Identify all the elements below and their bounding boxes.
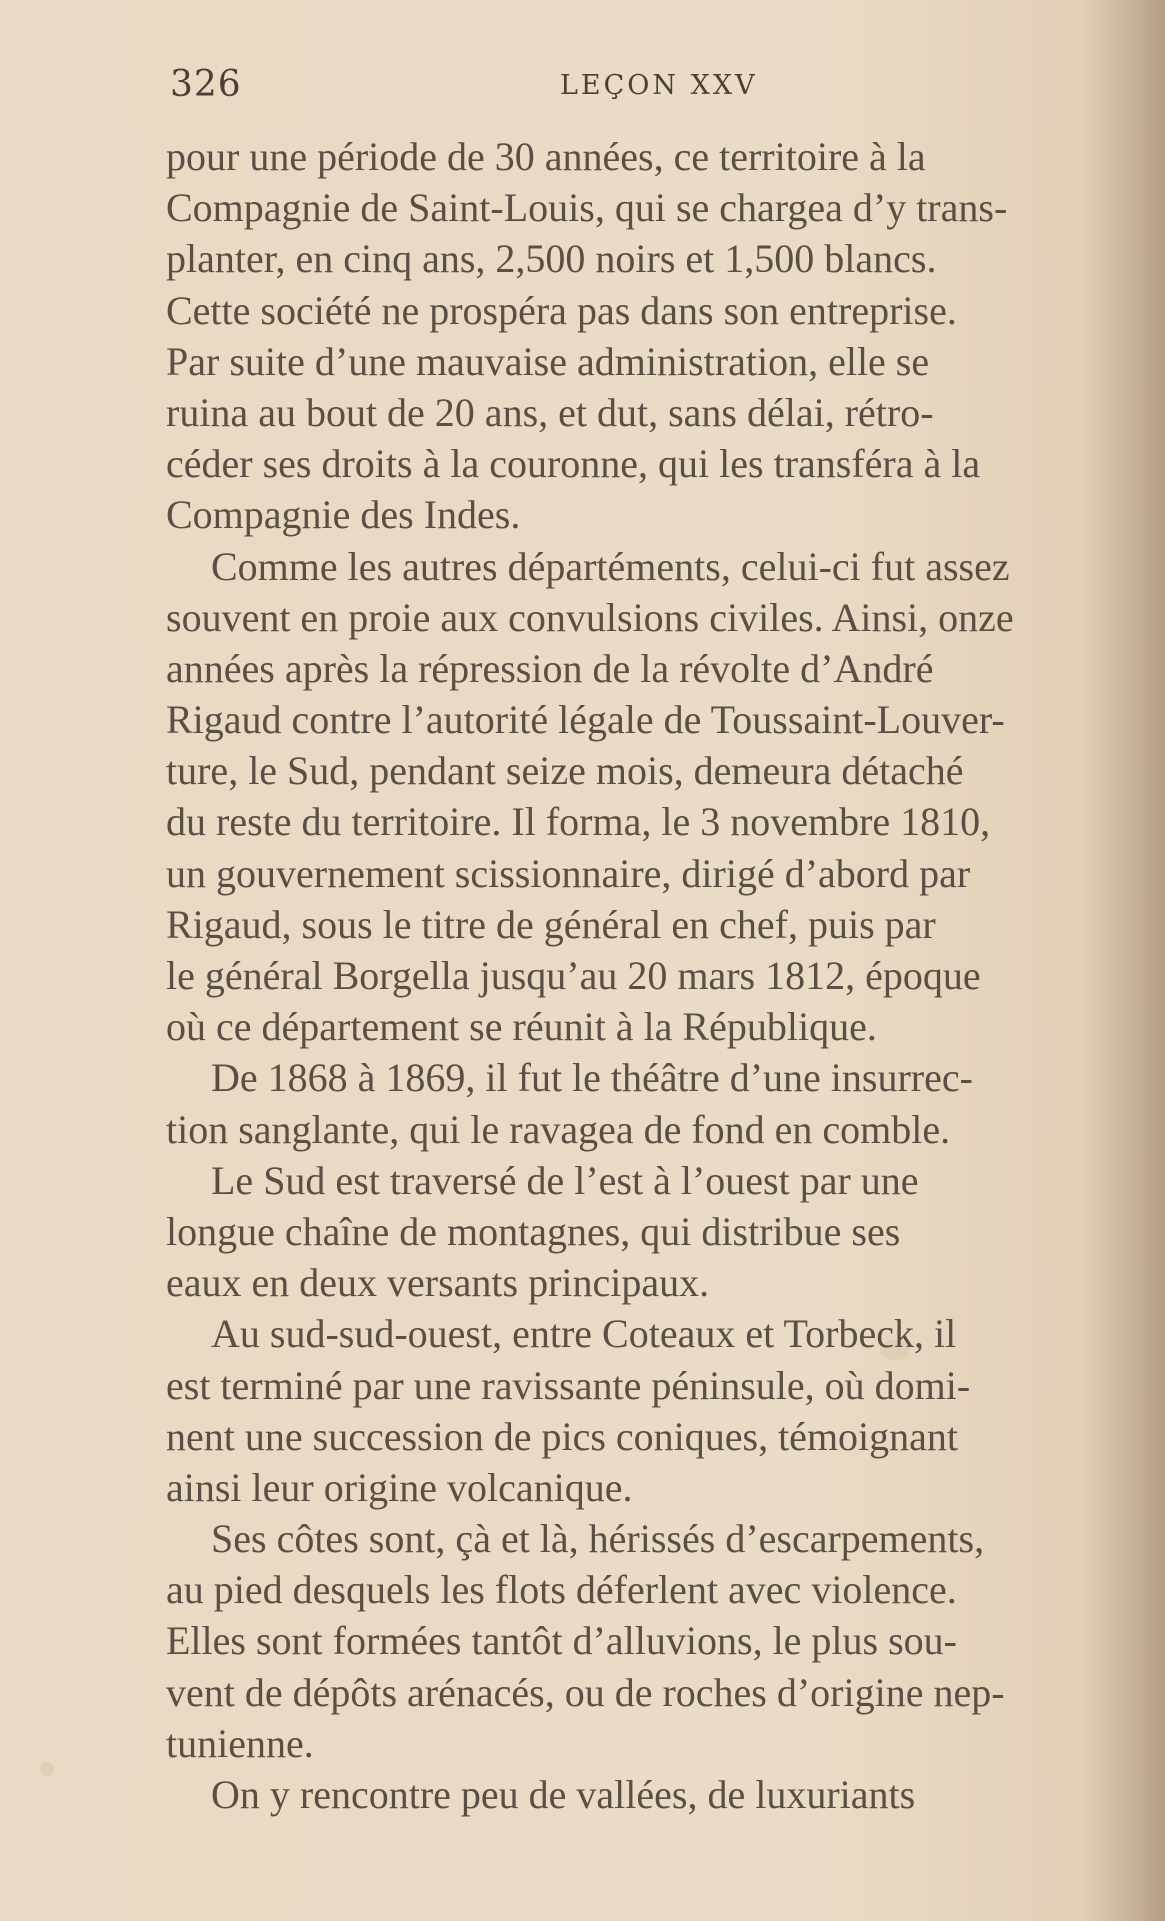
text-line: le général Borgella jusqu’au 20 mars 1812, époque (166, 953, 981, 998)
text-line: du reste du territoire. Il forma, le 3 novembre 1810, (166, 799, 991, 845)
text-line: Ses côtes sont, çà et là, hérissés d’escarpements, (211, 1516, 985, 1562)
text-line: tion sanglante, qui le ravagea de fond en comble. (166, 1106, 951, 1152)
text-line: eaux en deux versants principaux. (166, 1260, 710, 1306)
text-line: nent une succession de pics coniques, témoignant (166, 1413, 959, 1459)
text-line: longue chaîne de montagnes, qui distribue ses (166, 1208, 901, 1254)
text-line: Comme les autres départéments, celui-ci fut assez (211, 543, 1010, 589)
text-line: On y rencontre peu de vallées, de luxuriants (211, 1772, 916, 1817)
text-line: pour une période de 30 années, ce territoire à la (166, 134, 926, 179)
text-line: souvent en proie aux convulsions civiles. Ainsi, onze (166, 594, 1014, 640)
text-line: au pied desquels les flots déferlent avec violence. (166, 1567, 957, 1613)
text-line: un gouvernement scissionnaire, dirigé d’abord par (166, 850, 971, 896)
page-number: 326 (170, 64, 242, 105)
text-line: Le Sud est traversé de l’est à l’ouest par une (211, 1157, 919, 1203)
text-line: De 1868 à 1869, il fut le théâtre d’une insurrec- (211, 1055, 973, 1101)
ink-spot (40, 1762, 54, 1776)
text-line: Rigaud, sous le titre de général en chef, puis par (166, 901, 936, 947)
text-line: Rigaud contre l’autorité légale de Toussaint-Louver- (166, 697, 1005, 743)
text-line: planter, en cinq ans, 2,500 noirs et 1,500 blancs. (166, 236, 937, 282)
text-line: Par suite d’une mauvaise administration, elle se (166, 338, 930, 384)
text-line: Au sud-sud-ouest, entre Coteaux et Torbeck, il (211, 1311, 957, 1357)
text-line: Compagnie des Indes. (166, 492, 521, 538)
text-line: années après la répression de la révolte d’André (166, 645, 934, 691)
text-line: ainsi leur origine volcanique. (166, 1464, 633, 1510)
text-line: ruina au bout de 20 ans, et dut, sans délai, rétro- (166, 389, 934, 435)
running-head: LEÇON XXV (560, 70, 758, 101)
text-line: tunienne. (166, 1720, 314, 1766)
text-line: Compagnie de Saint-Louis, qui se chargea d’y trans- (166, 185, 1008, 231)
text-line: ture, le Sud, pendant seize mois, demeura détaché (166, 748, 964, 794)
body-text (166, 131, 1126, 1820)
text-line: vent de dépôts arénacés, ou de roches d’origine nep- (166, 1669, 1005, 1715)
text-line: est terminé par une ravissante péninsule, où domi- (166, 1362, 971, 1408)
page-header (170, 64, 1030, 116)
text-line: Elles sont formées tantôt d’alluvions, le plus sou- (166, 1618, 957, 1664)
text-line: céder ses droits à la couronne, qui les transféra à la (166, 441, 981, 487)
text-line: où ce département se réunit à la République. (166, 1004, 877, 1050)
text-line: Cette société ne prospéra pas dans son entreprise. (166, 287, 957, 333)
